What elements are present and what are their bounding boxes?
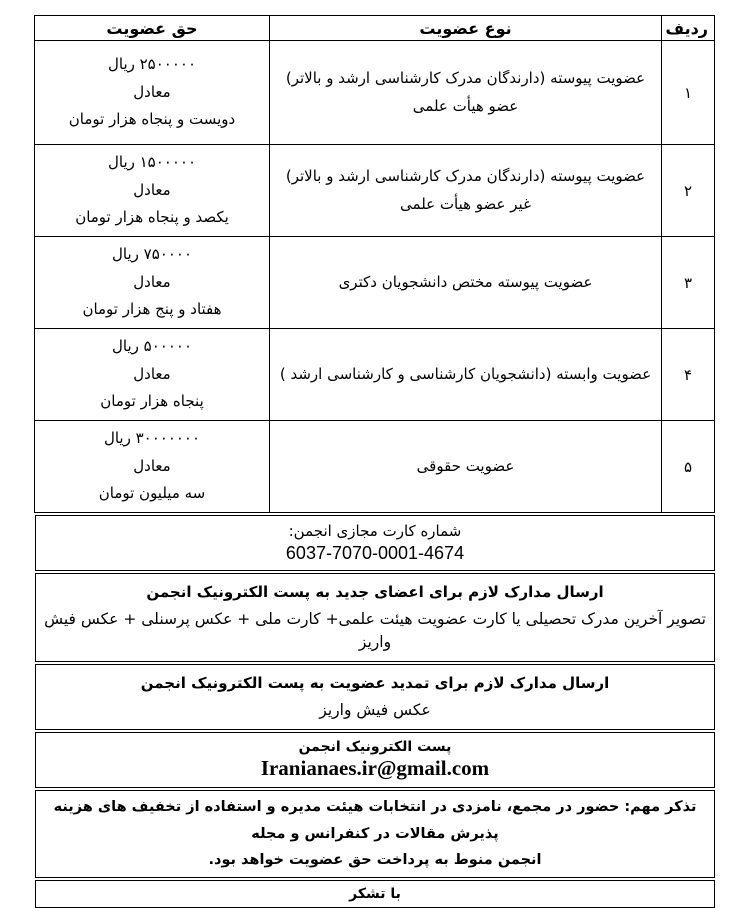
membership-fee-line: یکصد و پنجاه هزار تومان <box>75 208 229 227</box>
thanks-section <box>35 880 715 908</box>
membership-fee-line: ۱۵۰۰۰۰۰ ریال <box>107 152 197 171</box>
membership-type-line: غیر عضو هیأت علمی <box>400 194 531 213</box>
row-number-cell: ۲ <box>662 145 715 237</box>
membership-fee-line: دویست و پنجاه هزار تومان <box>68 110 236 129</box>
virtual-card-section <box>35 515 715 571</box>
thanks-label: با تشکر <box>349 886 401 903</box>
membership-fee-line: معادل <box>133 272 171 291</box>
table-row <box>35 421 715 513</box>
membership-fee-line: سه میلیون تومان <box>98 484 206 503</box>
important-notice-section <box>35 790 715 878</box>
row-number-cell: ۴ <box>662 329 715 421</box>
membership-type-line: عضو هیأت علمی <box>412 96 519 115</box>
membership-fee-cell <box>35 145 270 237</box>
table-header-row <box>35 16 715 41</box>
row-number-cell: ۳ <box>662 237 715 329</box>
membership-type-line: عضویت پیوسته مختص دانشجویان دکتری <box>338 272 593 291</box>
important-notice-line1: تذکر مهم: حضور در مجمع، نامزدی در انتخابات هیئت مدیره و استفاده از تخفیف های هزینه پذیرش مقالات در کنفرانس و مجله <box>53 798 697 842</box>
membership-fee-line: ۲۵۰۰۰۰۰ ریال <box>107 54 197 73</box>
new-member-docs-section <box>35 573 715 662</box>
membership-type-cell <box>270 237 662 329</box>
membership-fee-line: پنجاه هزار تومان <box>100 392 204 411</box>
header-row-number: ردیف <box>662 16 715 41</box>
membership-fee-cell <box>35 41 270 145</box>
membership-fee-line: معادل <box>133 82 171 101</box>
table-row <box>35 41 715 145</box>
membership-fee-cell <box>35 237 270 329</box>
membership-fee-line: ۳۰۰۰۰۰۰۰ ریال <box>103 428 201 447</box>
membership-fee-line: معادل <box>133 180 171 199</box>
renewal-docs-body: عکس فیش واریز <box>319 700 431 719</box>
membership-type-cell <box>270 145 662 237</box>
new-member-docs-title: ارسال مدارک لازم برای اعضای جدید به پست الکترونیک انجمن <box>146 583 604 601</box>
header-membership-type: نوع عضویت <box>270 16 662 41</box>
virtual-card-label: شماره کارت مجازی انجمن: <box>288 522 462 540</box>
membership-fee-line: معادل <box>133 364 171 383</box>
membership-fee-line: معادل <box>133 456 171 475</box>
membership-fee-line: هفتاد و پنج هزار تومان <box>82 300 222 319</box>
table-row <box>35 145 715 237</box>
email-section <box>35 732 715 788</box>
important-notice-line2: انجمن منوط به پرداخت حق عضویت خواهد بود. <box>208 852 542 869</box>
membership-type-line: عضویت پیوسته (دارندگان مدرک کارشناسی ارشد و بالاتر) <box>285 68 646 87</box>
membership-type-cell <box>270 41 662 145</box>
table-row <box>35 237 715 329</box>
table-row <box>35 329 715 421</box>
membership-fee-table <box>34 15 715 513</box>
membership-type-line: عضویت وابسته (دانشجویان کارشناسی و کارشناسی ارشد ) <box>279 364 652 383</box>
header-membership-fee: حق عضویت <box>35 16 270 41</box>
membership-type-cell <box>270 329 662 421</box>
new-member-docs-body: تصویر آخرین مدرک تحصیلی یا کارت عضویت هیئت علمی+ کارت ملی + عکس پرسنلی + عکس فیش واریز <box>44 609 706 651</box>
membership-type-line: عضویت حقوقی <box>416 456 515 475</box>
row-number-cell: ۵ <box>662 421 715 513</box>
membership-type-cell <box>270 421 662 513</box>
row-number-cell: ۱ <box>662 41 715 145</box>
membership-fee-line: ۵۰۰۰۰۰ ریال <box>112 336 192 355</box>
membership-fee-line: ۷۵۰۰۰۰ ریال <box>112 244 192 263</box>
renewal-docs-section <box>35 664 715 730</box>
membership-fee-cell <box>35 329 270 421</box>
membership-type-line: عضویت پیوسته (دارندگان مدرک کارشناسی ارشد و بالاتر) <box>285 166 646 185</box>
virtual-card-number: 6037-7070-0001-4674 <box>285 543 465 563</box>
email-section-title: پست الکترونیک انجمن <box>298 738 452 755</box>
renewal-docs-title: ارسال مدارک لازم برای تمدید عضویت به پست الکترونیک انجمن <box>140 674 610 692</box>
membership-fee-cell <box>35 421 270 513</box>
email-address: Iranianaes.ir@gmail.com <box>260 755 490 780</box>
